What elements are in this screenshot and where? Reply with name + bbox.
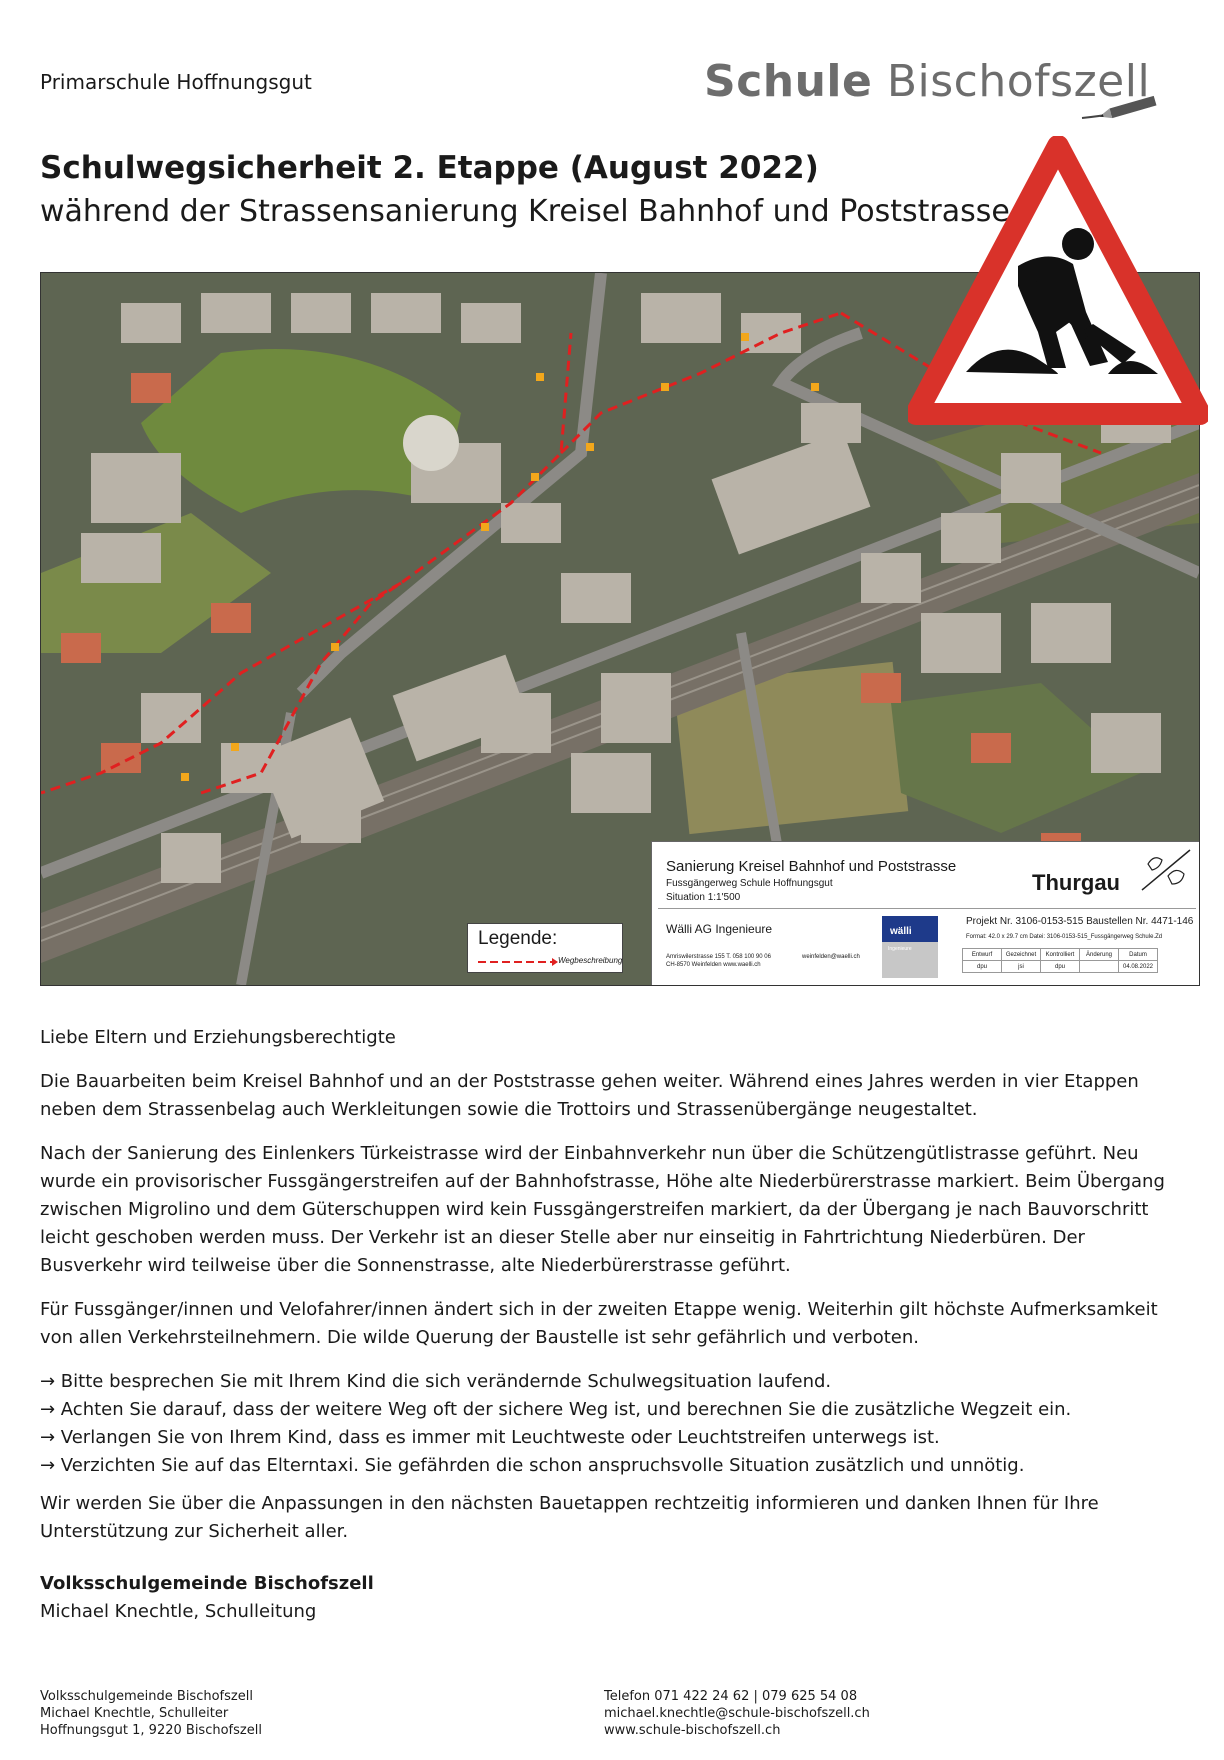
project-number: Projekt Nr. 3106-0153-515 Baustellen Nr. 4471-146	[966, 916, 1194, 927]
footer-address	[40, 1688, 262, 1739]
paragraph-1: Die Bauarbeiten beim Kreisel Bahnhof und an der Poststrasse gehen weiter. Während eines Jahres werden in vier Etappen neben dem Strassenbelag auch Werkleitungen sowie die Trottoirs und Strassenübergänge neugestaltet.	[40, 1071, 1139, 1120]
table-cell	[1080, 961, 1119, 973]
paragraph-2: Nach der Sanierung des Einlenkers Türkeistrasse wird der Einbahnverkehr nun über die Schützengütlistrasse geführt. Neu wurde ein provisorischer Fussgängerstreifen auf der Bahnhofstrasse, Höhe alte Niederbürerstrasse markiert. Beim Übergang zwischen Migrolino und dem Güterschuppen wird kein Fussgängerstreifen markiert, da der Übergang je nach Bauvorschritt leicht geschoben werden muss. Der Verkehr ist an dieser Stelle aber nur einseitig in Fahrtrichtung Niederbüren. Der Busverkehr wird teilweise über die Sonnenstrasse, alte Niederbürerstrasse geführt.	[40, 1143, 1165, 1276]
advice-list	[40, 1368, 1190, 1480]
titleblock-divider	[658, 908, 1196, 909]
school-logo	[700, 52, 1160, 132]
table-cell: 04.08.2022	[1119, 961, 1158, 973]
logo-text: Schule Bischofszell	[704, 56, 1151, 107]
roadwork-warning-sign-icon	[908, 136, 1208, 426]
titleblock-address-2: CH-8570 Weinfelden www.waelli.ch	[666, 962, 761, 968]
table-header: Gezeichnet	[1002, 949, 1041, 961]
map-titleblock	[651, 841, 1200, 986]
brand-sub: Ingenieure	[888, 946, 912, 952]
list-item: → Verlangen Sie von Ihrem Kind, dass es immer mit Leuchtweste oder Leuchtstreifen unterwegs ist.	[40, 1427, 940, 1448]
project-meta: Format: 42.0 x 29.7 cm Datei: 3106-0153-515_Fussgängerweg Schule.Zd	[966, 934, 1163, 940]
footer-contact	[604, 1688, 870, 1739]
titleblock-address-1: Amriswilerstrasse 155 T. 058 100 90 06	[666, 954, 771, 960]
table-header: Kontrolliert	[1041, 949, 1080, 961]
revision-table	[962, 948, 1158, 973]
list-item: → Verzichten Sie auf das Elterntaxi. Sie gefährden die schon anspruchsvolle Situation zusätzlich und unnötig.	[40, 1455, 1025, 1476]
titleblock-line3: Situation 1:1'500	[666, 892, 741, 903]
table-header: Änderung	[1080, 949, 1119, 961]
table-header: Datum	[1119, 949, 1158, 961]
map-legend	[467, 923, 623, 973]
table-header: Entwurf	[963, 949, 1002, 961]
list-item: → Bitte besprechen Sie mit Ihrem Kind die sich verändernde Schulwegsituation laufend.	[40, 1371, 832, 1392]
titleblock-heading: Sanierung Kreisel Bahnhof und Poststrasse	[666, 858, 957, 875]
footer-line: Michael Knechtle, Schulleiter	[40, 1706, 229, 1721]
brand-logo	[882, 916, 938, 978]
footer-email[interactable]: michael.knechtle@schule-bischofszell.ch	[604, 1706, 870, 1721]
page-subtitle: während der Strassensanierung Kreisel Bahnhof und Poststrasse	[40, 194, 1010, 229]
footer-phone: Telefon 071 422 24 62 | 079 625 54 08	[604, 1689, 858, 1704]
canton-name: Thurgau	[1032, 870, 1120, 895]
table-cell: jsi	[1002, 961, 1041, 973]
titleblock-line2: Fussgängerweg Schule Hoffnungsgut	[666, 878, 833, 889]
table-cell: dpu	[963, 961, 1002, 973]
list-item: → Achten Sie darauf, dass der weitere Weg oft der sichere Weg ist, und berechnen Sie die zusätzliche Wegzeit ein.	[40, 1399, 1072, 1420]
pencil-icon	[1080, 92, 1170, 122]
table-cell: dpu	[1041, 961, 1080, 973]
legend-item: Wegbeschreibung	[558, 956, 623, 965]
footer-website[interactable]: www.schule-bischofszell.ch	[604, 1723, 781, 1738]
footer-line: Hoffnungsgut 1, 9220 Bischofszell	[40, 1723, 262, 1738]
legend-title: Legende:	[478, 928, 558, 949]
brand-name: wälli	[890, 926, 912, 937]
titleblock-firm: Wälli AG Ingenieure	[666, 922, 773, 936]
titleblock-contact: weinfelden@waelli.ch	[802, 954, 860, 960]
paragraph-4: Wir werden Sie über die Anpassungen in den nächsten Bauetappen rechtzeitig informieren und danken Ihnen für Ihre Unterstützung zur Sicherheit aller.	[40, 1493, 1099, 1542]
signature: Michael Knechtle, Schulleitung	[40, 1601, 317, 1622]
thurgau-lion-icon	[1138, 846, 1194, 894]
paragraph-3: Für Fussgänger/innen und Velofahrer/innen ändert sich in der zweiten Etappe wenig. Weiterhin gilt höchste Aufmerksamkeit von allen Verkehrsteilnehmern. Die wilde Querung der Baustelle ist sehr gefährlich und verboten.	[40, 1299, 1158, 1348]
legend-route-symbol	[478, 958, 558, 966]
organization-name: Volksschulgemeinde Bischofszell	[40, 1573, 374, 1594]
greeting: Liebe Eltern und Erziehungsberechtigte	[40, 1027, 396, 1048]
page-title: Schulwegsicherheit 2. Etappe (August 2022)	[40, 150, 819, 186]
footer-line: Volksschulgemeinde Bischofszell	[40, 1689, 253, 1704]
school-name: Primarschule Hoffnungsgut	[40, 70, 312, 94]
